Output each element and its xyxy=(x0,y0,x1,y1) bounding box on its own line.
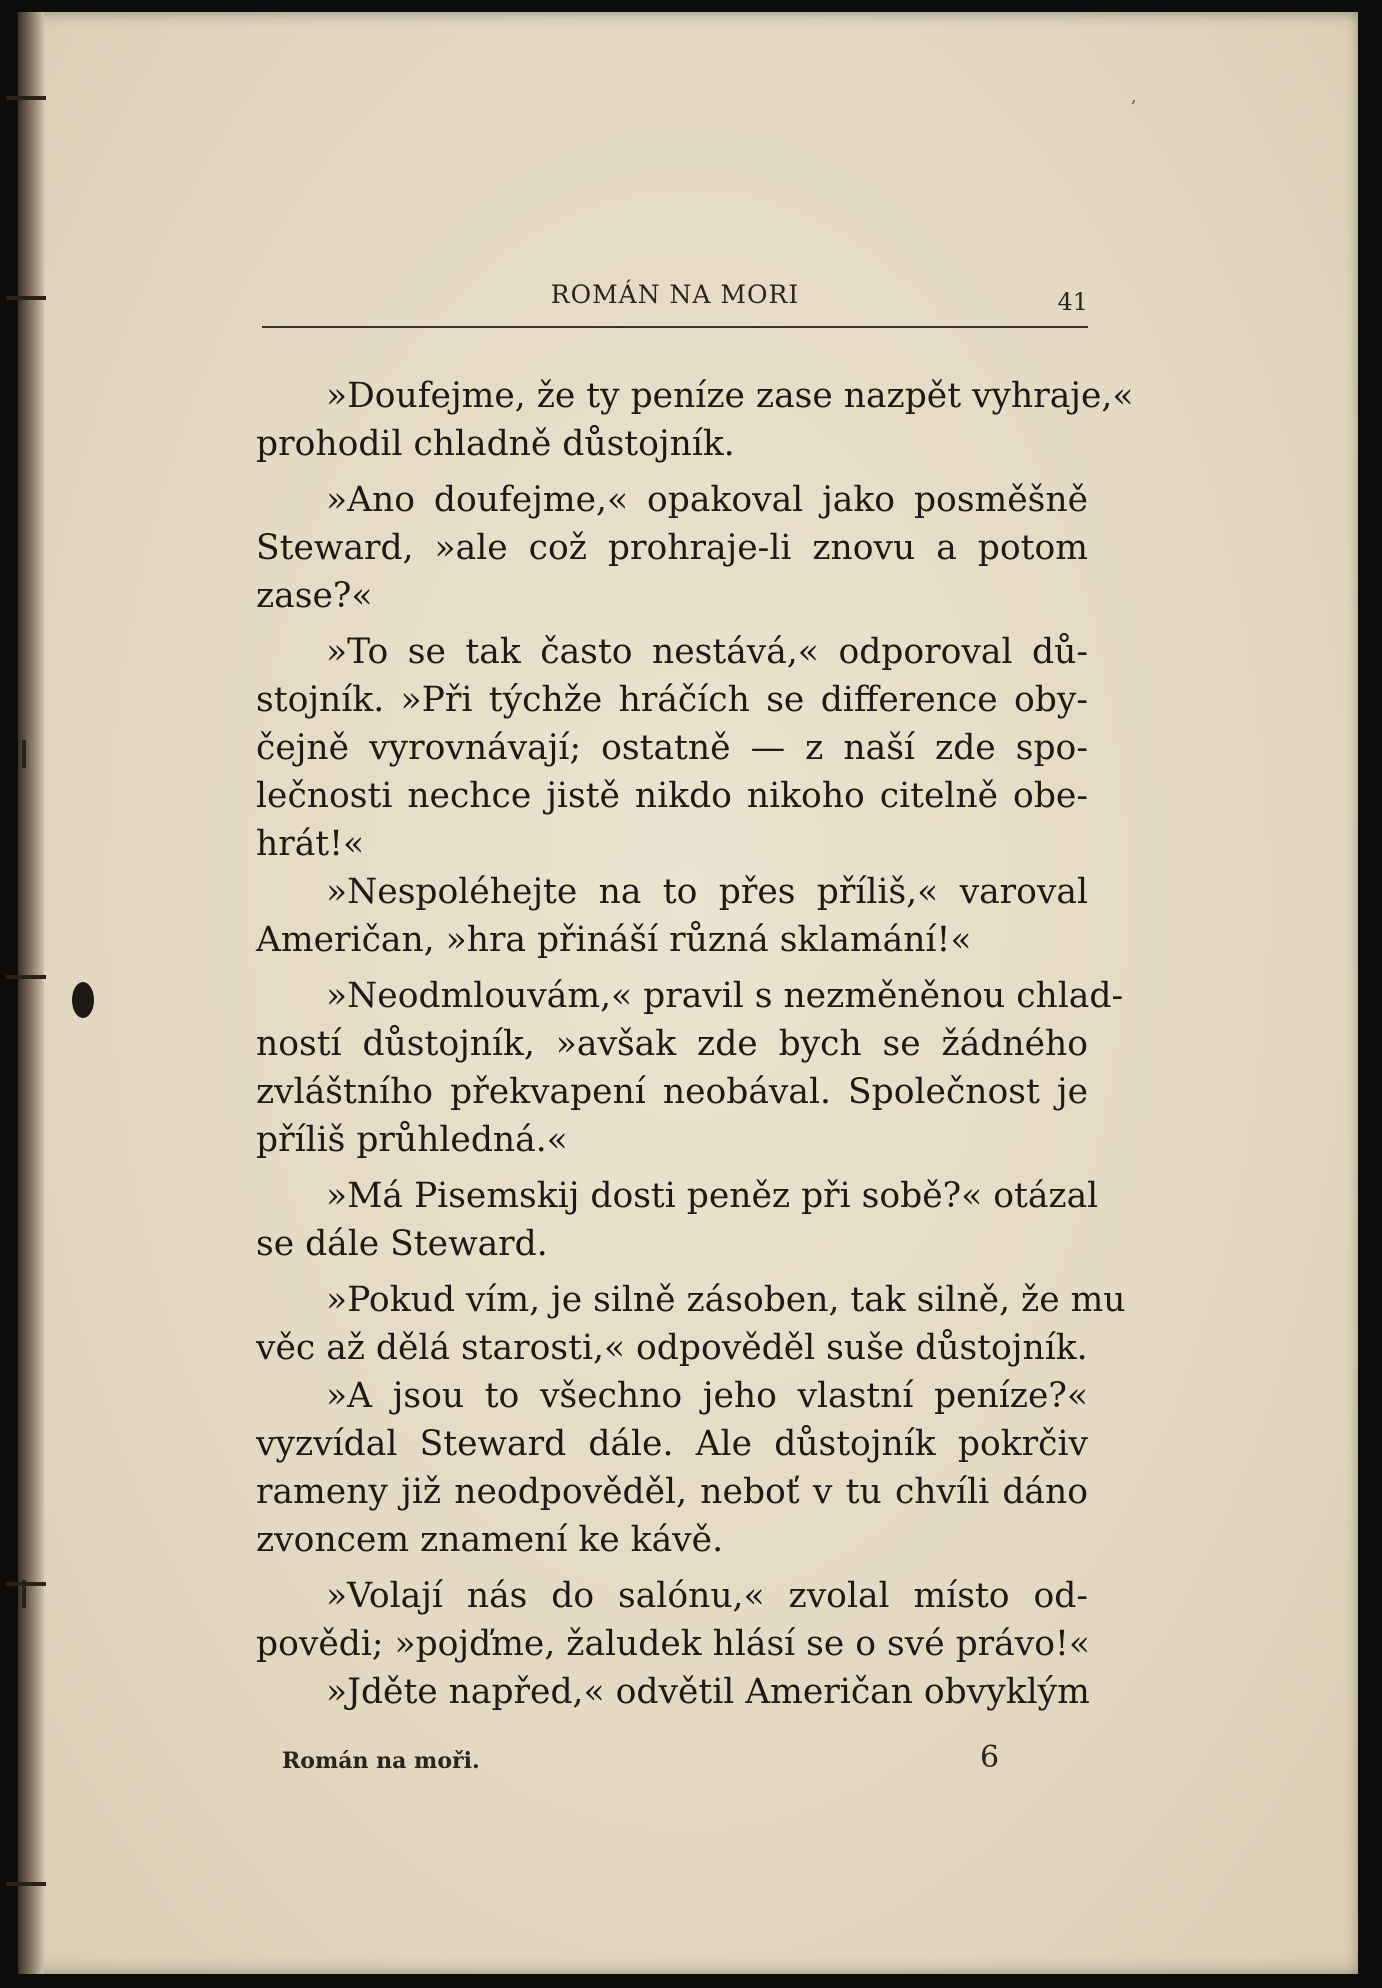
binding-stitch xyxy=(6,296,46,300)
margin-mark: , xyxy=(1131,86,1137,107)
binding-stitch xyxy=(6,975,46,979)
header-rule xyxy=(262,326,1088,328)
text-line: čejně vyrovnávají; ostatně — z naší zde spo- xyxy=(256,728,1088,768)
signature-mark: 6 xyxy=(980,1740,1000,1775)
text-line: »Doufejme, že ty peníze zase nazpět vyhraje,« xyxy=(326,376,1134,416)
text-line: »Ano doufejme,« opakoval jako posměšně xyxy=(326,480,1088,520)
binding-stitch xyxy=(6,1882,46,1886)
text-line: Američan, »hra přináší různá sklamání!« xyxy=(256,920,972,960)
text-line: hrát!« xyxy=(256,824,365,864)
text-line: povědi; »pojďme, žaludek hlásí se o své právo!« xyxy=(256,1624,1090,1664)
text-line: »Nespoléhejte na to přes příliš,« varoval xyxy=(326,872,1088,912)
text-line: Steward, »ale což prohraje-li znovu a potom xyxy=(256,528,1088,568)
binding-stitch xyxy=(6,96,46,100)
text-line: zase?« xyxy=(256,576,373,616)
text-line: rameny již neodpověděl, neboť v tu chvíli dáno xyxy=(256,1472,1088,1512)
text-line: »To se tak často nestává,« odporoval dů- xyxy=(326,632,1088,672)
binding-stitch xyxy=(22,1580,26,1608)
page-binding xyxy=(18,12,44,1974)
text-line: zvoncem znamení ke kávě. xyxy=(256,1520,724,1560)
body-text xyxy=(256,372,1134,1716)
footer-book-title: Román na moři. xyxy=(282,1748,480,1774)
page-footer xyxy=(262,1740,1088,1780)
text-line: lečnosti nechce jistě nikdo nikoho citelně obe- xyxy=(256,776,1088,816)
binding-stitch xyxy=(6,1582,46,1586)
running-head xyxy=(262,276,1088,316)
text-line: příliš průhledná.« xyxy=(256,1120,568,1160)
text-line: »Má Pisemskij dosti peněz při sobě?« otázal xyxy=(326,1176,1099,1216)
text-line: »Volají nás do salónu,« zvolal místo od- xyxy=(326,1576,1088,1616)
page-number: 41 xyxy=(1057,288,1088,316)
text-line: »Jděte napřed,« odvětil Američan obvyklým xyxy=(326,1672,1090,1712)
text-line: věc až dělá starosti,« odpověděl suše důstojník. xyxy=(256,1328,1088,1368)
text-line: ností důstojník, »avšak zde bych se žádného xyxy=(256,1024,1088,1064)
text-line: »Neodmlouvám,« pravil s nezměněnou chlad- xyxy=(326,976,1124,1016)
text-line: »A jsou to všechno jeho vlastní peníze?« xyxy=(326,1376,1088,1416)
text-line: stojník. »Při týchže hráčích se difference oby- xyxy=(256,680,1088,720)
text-line: »Pokud vím, je silně zásoben, tak silně, že mu xyxy=(326,1280,1126,1320)
ink-spot xyxy=(72,982,94,1018)
binding-stitch xyxy=(22,740,26,768)
text-line: vyzvídal Steward dále. Ale důstojník pokrčiv xyxy=(256,1424,1088,1464)
text-line: zvláštního překvapení neobával. Společnost je xyxy=(256,1072,1088,1112)
running-head-title: ROMÁN NA MORI xyxy=(550,280,800,309)
text-line: prohodil chladně důstojník. xyxy=(256,424,735,464)
text-line: se dále Steward. xyxy=(256,1224,548,1264)
